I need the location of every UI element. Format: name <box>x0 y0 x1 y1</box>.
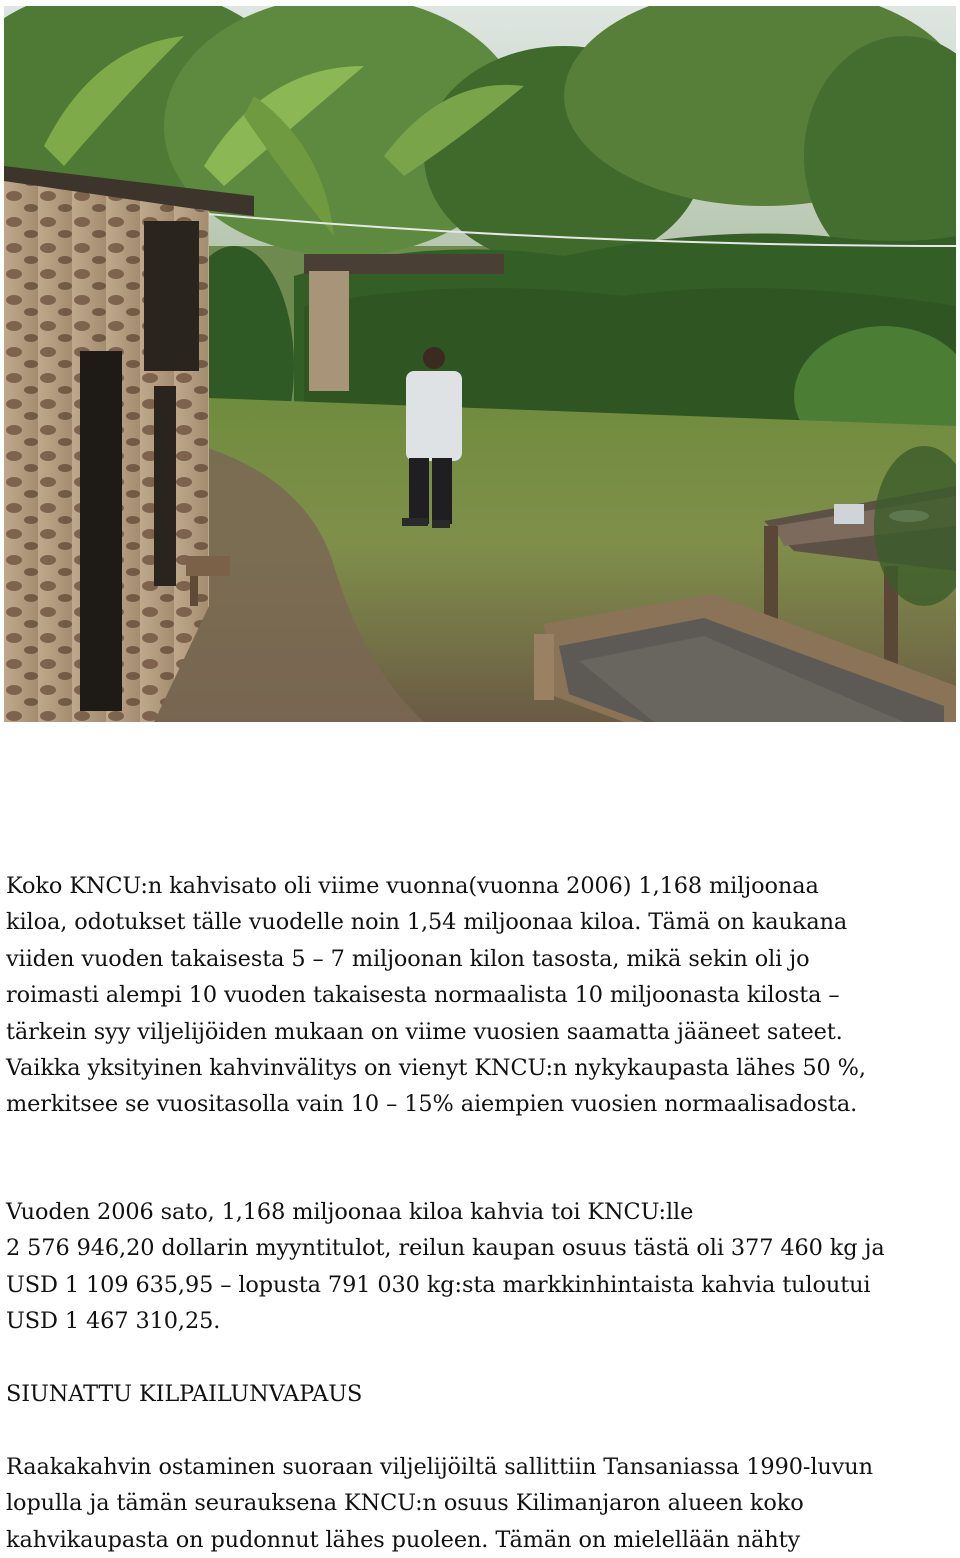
photo-illustration <box>4 6 956 722</box>
paragraph-line: lopulla ja tämän seurauksena KNCU:n osuus Kilimanjaron alueen koko <box>6 1490 804 1517</box>
paragraph-line: tärkein syy viljelijöiden mukaan on viime vuosien saamatta jääneet sateet. <box>6 1018 843 1045</box>
paragraph-line: viiden vuoden takaisesta 5 – 7 miljoonan kilon tasosta, mikä sekin oli jo <box>6 945 810 972</box>
paragraph-competition <box>6 1449 954 1558</box>
paragraph-line: 2 576 946,20 dollarin myyntitulot, reilun kaupan osuus tästä oli 377 460 kg ja <box>6 1235 885 1262</box>
paragraph-coffee-harvest <box>6 868 954 1123</box>
paragraph-line: kahvikaupasta on pudonnut lähes puoleen. Tämän on mielellään nähty <box>6 1526 801 1553</box>
paragraph-line: roimasti alempi 10 vuoden takaisesta normaalista 10 miljoonasta kilosta – <box>6 982 840 1009</box>
section-heading <box>6 1376 954 1412</box>
paragraph-line: Vaikka yksityinen kahvinvälitys on vienyt KNCU:n nykykaupasta lähes 50 %, <box>6 1055 866 1082</box>
paragraph-line: USD 1 467 310,25. <box>6 1308 221 1335</box>
paragraph-line: Raakakahvin ostaminen suoraan viljelijöiltä sallittiin Tansaniassa 1990-luvun <box>6 1454 873 1480</box>
paragraph-line: kiloa, odotukset tälle vuodelle noin 1,54 miljoonaa kiloa. Tämä on kaukana <box>6 909 848 936</box>
paragraph-line: Vuoden 2006 sato, 1,168 miljoonaa kiloa kahvia toi KNCU:lle <box>6 1199 694 1225</box>
paragraph-line: Koko KNCU:n kahvisato oli viime vuonna(vuonna 2006) 1,168 miljoonaa <box>6 873 819 899</box>
paragraph-line: USD 1 109 635,95 – lopusta 791 030 kg:sta markkinhintaista kahvia tuloutui <box>6 1271 871 1298</box>
section-heading-text: SIUNATTU KILPAILUNVAPAUS <box>6 1381 363 1407</box>
paragraph-line: merkitsee se vuositasolla vain 10 – 15% aiempien vuosien normaalisadosta. <box>6 1091 858 1118</box>
paragraph-sales-revenue <box>6 1194 954 1340</box>
farm-courtyard-photo <box>4 6 956 722</box>
